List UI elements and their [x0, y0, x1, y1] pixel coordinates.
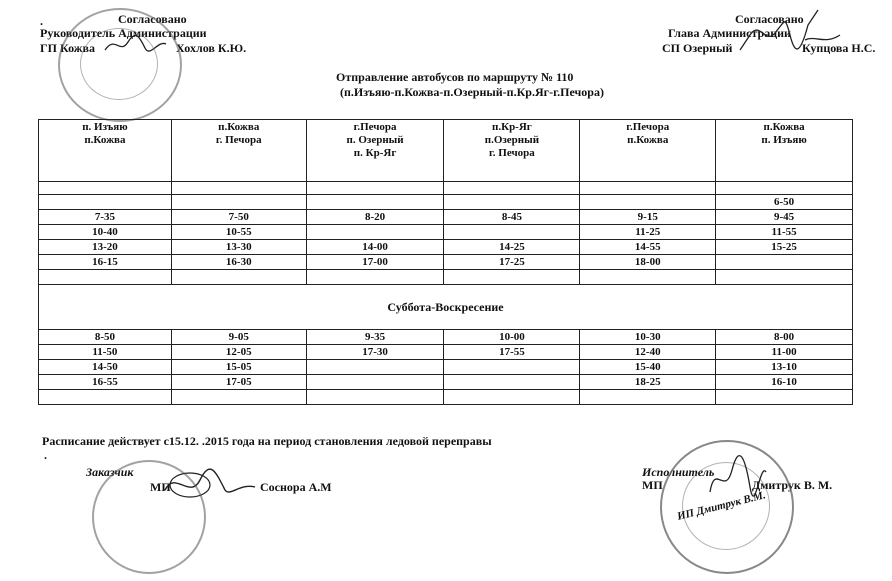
table-cell	[306, 182, 444, 195]
note-dot: .	[44, 448, 47, 462]
header-left-dot: .	[40, 14, 43, 28]
table-cell	[39, 270, 172, 285]
header-right-org: СП Озерный	[662, 41, 733, 55]
page-subtitle: (п.Изъяю-п.Кожва-п.Озерный-п.Кр.Яг-г.Печора)	[340, 85, 604, 99]
page-title: Отправление автобусов по маршруту № 110	[336, 70, 574, 84]
column-header-line: п.Кожва	[218, 121, 260, 133]
table-row	[39, 330, 853, 345]
contractor-mp: МП	[642, 478, 663, 492]
table-spacer-row	[39, 182, 853, 195]
table-row	[39, 210, 853, 225]
table-row	[39, 195, 853, 210]
table-cell: 9-45	[716, 210, 853, 225]
header-left-approved: Согласовано	[118, 12, 187, 26]
table-cell	[444, 360, 580, 375]
schedule-table	[38, 119, 853, 405]
table-cell: 11-55	[716, 225, 853, 240]
table-cell	[444, 270, 580, 285]
table-cell	[580, 182, 716, 195]
table-row	[39, 345, 853, 360]
validity-note: Расписание действует с15.12. .2015 года на период становления ледовой переправы	[42, 434, 492, 448]
column-header-line: п.Кожва	[627, 134, 669, 146]
table-cell: 15-05	[171, 360, 306, 375]
column-header-line: г. Печора	[215, 134, 262, 146]
table-cell: 13-20	[39, 240, 172, 255]
column-header-line: г.Печора	[353, 121, 397, 133]
header-right-title: Глава Администрации	[668, 26, 791, 40]
column-header-line: п.Кр-Яг	[492, 121, 532, 133]
contractor-stamp-text: ИП Дмитрук В.М.	[675, 489, 767, 523]
seal-customer	[92, 460, 206, 574]
customer-label: Заказчик	[86, 465, 134, 479]
table-cell: 11-00	[716, 345, 853, 360]
table-cell: 9-15	[580, 210, 716, 225]
table-cell	[171, 270, 306, 285]
column-header	[171, 120, 306, 182]
table-cell	[580, 270, 716, 285]
table-cell: 16-55	[39, 375, 172, 390]
table-cell: 17-30	[306, 345, 444, 360]
table-cell: 9-05	[171, 330, 306, 345]
table-cell	[171, 195, 306, 210]
table-cell	[444, 375, 580, 390]
header-left-title: Руководитель Администрации	[40, 26, 207, 40]
table-cell	[171, 182, 306, 195]
table-cell	[580, 390, 716, 405]
table-cell	[306, 390, 444, 405]
customer-mp: МП	[150, 480, 171, 494]
table-cell	[306, 270, 444, 285]
column-header-line: п.Кожва	[763, 121, 805, 133]
weekend-label: Суббота-Воскресение	[39, 285, 853, 330]
table-header-row	[39, 120, 853, 182]
table-row	[39, 255, 853, 270]
table-cell: 16-10	[716, 375, 853, 390]
header-left-org: ГП Кожва	[40, 41, 95, 55]
table-cell	[306, 360, 444, 375]
table-cell: 17-55	[444, 345, 580, 360]
table-cell	[444, 390, 580, 405]
signature-right	[730, 5, 850, 65]
table-cell: 12-05	[171, 345, 306, 360]
table-cell: 14-25	[444, 240, 580, 255]
contractor-name: Дмитрук В. М.	[752, 478, 833, 492]
table-cell: 11-25	[580, 225, 716, 240]
table-cell: 16-15	[39, 255, 172, 270]
weekend-label-row	[39, 285, 853, 330]
column-header-line: п. Озерный	[346, 134, 404, 146]
table-cell: 8-00	[716, 330, 853, 345]
column-header	[444, 120, 580, 182]
contractor-label: Исполнитель	[642, 465, 715, 479]
table-row	[39, 390, 853, 405]
column-header	[580, 120, 716, 182]
table-cell: 10-40	[39, 225, 172, 240]
table-cell: 10-30	[580, 330, 716, 345]
table-cell	[39, 195, 172, 210]
column-header-line: г. Печора	[489, 147, 535, 159]
table-cell	[171, 390, 306, 405]
column-header	[306, 120, 444, 182]
table-cell: 8-50	[39, 330, 172, 345]
table-cell: 14-55	[580, 240, 716, 255]
table-cell: 17-00	[306, 255, 444, 270]
table-cell	[39, 182, 172, 195]
table-cell	[716, 270, 853, 285]
table-row	[39, 240, 853, 255]
table-cell	[716, 255, 853, 270]
table-cell: 9-35	[306, 330, 444, 345]
column-header-line: п. Изъяю	[82, 121, 128, 133]
table-cell	[444, 182, 580, 195]
table-cell	[306, 195, 444, 210]
seal-left-inner	[80, 28, 158, 100]
column-header-line: п.Кожва	[84, 134, 126, 146]
column-header-line: п. Кр-Яг	[353, 147, 397, 159]
table-cell: 10-55	[171, 225, 306, 240]
table-cell: 10-00	[444, 330, 580, 345]
table-cell	[306, 375, 444, 390]
header-right-name: Купцова Н.С.	[802, 41, 876, 55]
table-cell: 12-40	[580, 345, 716, 360]
table-row	[39, 360, 853, 375]
table-cell: 13-10	[716, 360, 853, 375]
table-cell: 6-50	[716, 195, 853, 210]
column-header-line: г.Печора	[626, 121, 670, 133]
table-cell: 17-25	[444, 255, 580, 270]
column-header-line: п. Изъяю	[761, 134, 807, 146]
column-header-line: п.Озерный	[484, 134, 540, 146]
table-cell	[580, 195, 716, 210]
table-cell	[444, 195, 580, 210]
table-cell	[716, 390, 853, 405]
signature-contractor	[700, 452, 770, 502]
table-cell	[444, 225, 580, 240]
table-cell: 14-50	[39, 360, 172, 375]
table-row	[39, 225, 853, 240]
table-cell	[39, 390, 172, 405]
table-row	[39, 270, 853, 285]
table-cell: 11-50	[39, 345, 172, 360]
table-cell: 13-30	[171, 240, 306, 255]
table-cell: 17-05	[171, 375, 306, 390]
table-cell	[716, 182, 853, 195]
header-left-name: Хохлов К.Ю.	[176, 41, 247, 55]
table-cell: 7-35	[39, 210, 172, 225]
table-cell: 14-00	[306, 240, 444, 255]
table-cell: 18-00	[580, 255, 716, 270]
header-right-approved: Согласовано	[735, 12, 804, 26]
table-cell: 8-45	[444, 210, 580, 225]
column-header	[716, 120, 853, 182]
table-cell	[306, 225, 444, 240]
customer-name: Соснора А.М	[260, 480, 332, 494]
table-row	[39, 375, 853, 390]
table-cell: 7-50	[171, 210, 306, 225]
table-cell: 8-20	[306, 210, 444, 225]
table-cell: 15-40	[580, 360, 716, 375]
column-header	[39, 120, 172, 182]
table-cell: 18-25	[580, 375, 716, 390]
table-cell: 15-25	[716, 240, 853, 255]
table-cell: 16-30	[171, 255, 306, 270]
